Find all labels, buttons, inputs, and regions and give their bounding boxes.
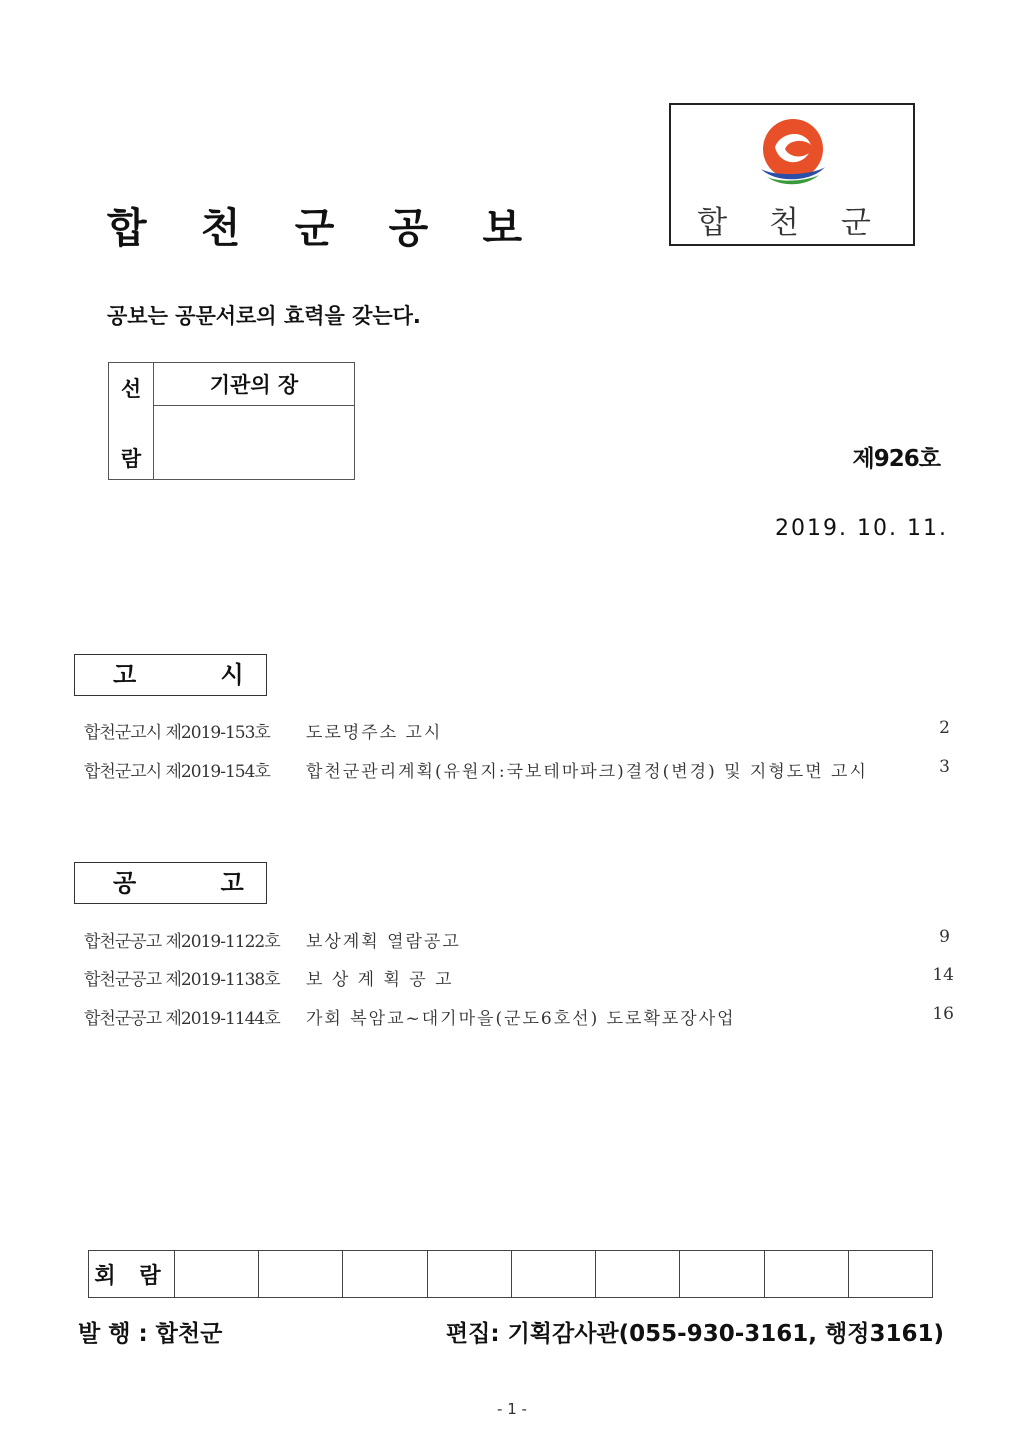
toc-ref: 합천군고시 제2019-154호 [84, 762, 270, 782]
circulation-cell [343, 1251, 427, 1298]
list-item[interactable] [84, 757, 954, 781]
toc-page: 3 [939, 757, 950, 777]
circulation-cell [175, 1251, 259, 1298]
county-emblem-icon [755, 117, 831, 193]
toc-page: 2 [939, 718, 950, 738]
approval-header: 기관의 장 [154, 363, 355, 406]
circulation-cell [764, 1251, 848, 1298]
toc-subject: 합천군관리계획(유원지:국보테마파크)결정(변경) 및 지형도면 고시 [306, 762, 868, 782]
list-item[interactable] [84, 1004, 954, 1028]
approval-label-top: 선 [120, 377, 142, 401]
toc-ref: 합천군공고 제2019-1122호 [84, 932, 280, 952]
gazette-title: 합 천 군 공 보 [107, 204, 543, 252]
toc-ref: 합천군공고 제2019-1144호 [84, 1009, 280, 1029]
issue-number: 제926호 [852, 446, 940, 472]
circulation-label: 회 람 [89, 1251, 175, 1298]
circulation-cell [680, 1251, 764, 1298]
circulation-cell [259, 1251, 343, 1298]
toc-page: 9 [939, 927, 950, 947]
list-item[interactable] [84, 965, 954, 989]
approval-box [108, 362, 355, 480]
approval-label [109, 363, 154, 480]
list-item[interactable] [84, 927, 954, 951]
section-heading-notices: 고 시 [74, 654, 267, 696]
section-heading-announcements: 공 고 [74, 862, 267, 904]
toc-subject: 보상계획 열람공고 [306, 932, 461, 952]
circulation-cell [848, 1251, 932, 1298]
county-logo [669, 103, 915, 246]
toc-subject: 도로명주소 고시 [306, 723, 443, 743]
toc-subject: 보 상 계 획 공 고 [306, 970, 454, 990]
page-number: - 1 - [497, 1400, 527, 1418]
circulation-cell [511, 1251, 595, 1298]
circulation-table [88, 1250, 933, 1298]
toc-page: 16 [932, 1004, 954, 1024]
editor-info: 편집: 기획감사관(055-930-3161, 행정3161) [445, 1321, 944, 1347]
toc-ref: 합천군고시 제2019-153호 [84, 723, 270, 743]
toc-ref: 합천군공고 제2019-1138호 [84, 970, 280, 990]
issue-date: 2019. 10. 11. [775, 516, 948, 541]
approval-sign-cell [154, 406, 355, 480]
logo-county-name: 합 천 군 [697, 205, 887, 241]
list-item[interactable] [84, 718, 954, 742]
publisher-info: 발 행 : 합천군 [78, 1321, 223, 1347]
toc-subject: 가회 복암교~대기마을(군도6호선) 도로확포장사업 [306, 1009, 736, 1029]
circulation-cell [427, 1251, 511, 1298]
gazette-subtitle: 공보는 공문서로의 효력을 갖는다. [107, 304, 421, 328]
approval-label-bottom: 람 [120, 447, 142, 471]
circulation-cell [596, 1251, 680, 1298]
toc-page: 14 [932, 965, 954, 985]
